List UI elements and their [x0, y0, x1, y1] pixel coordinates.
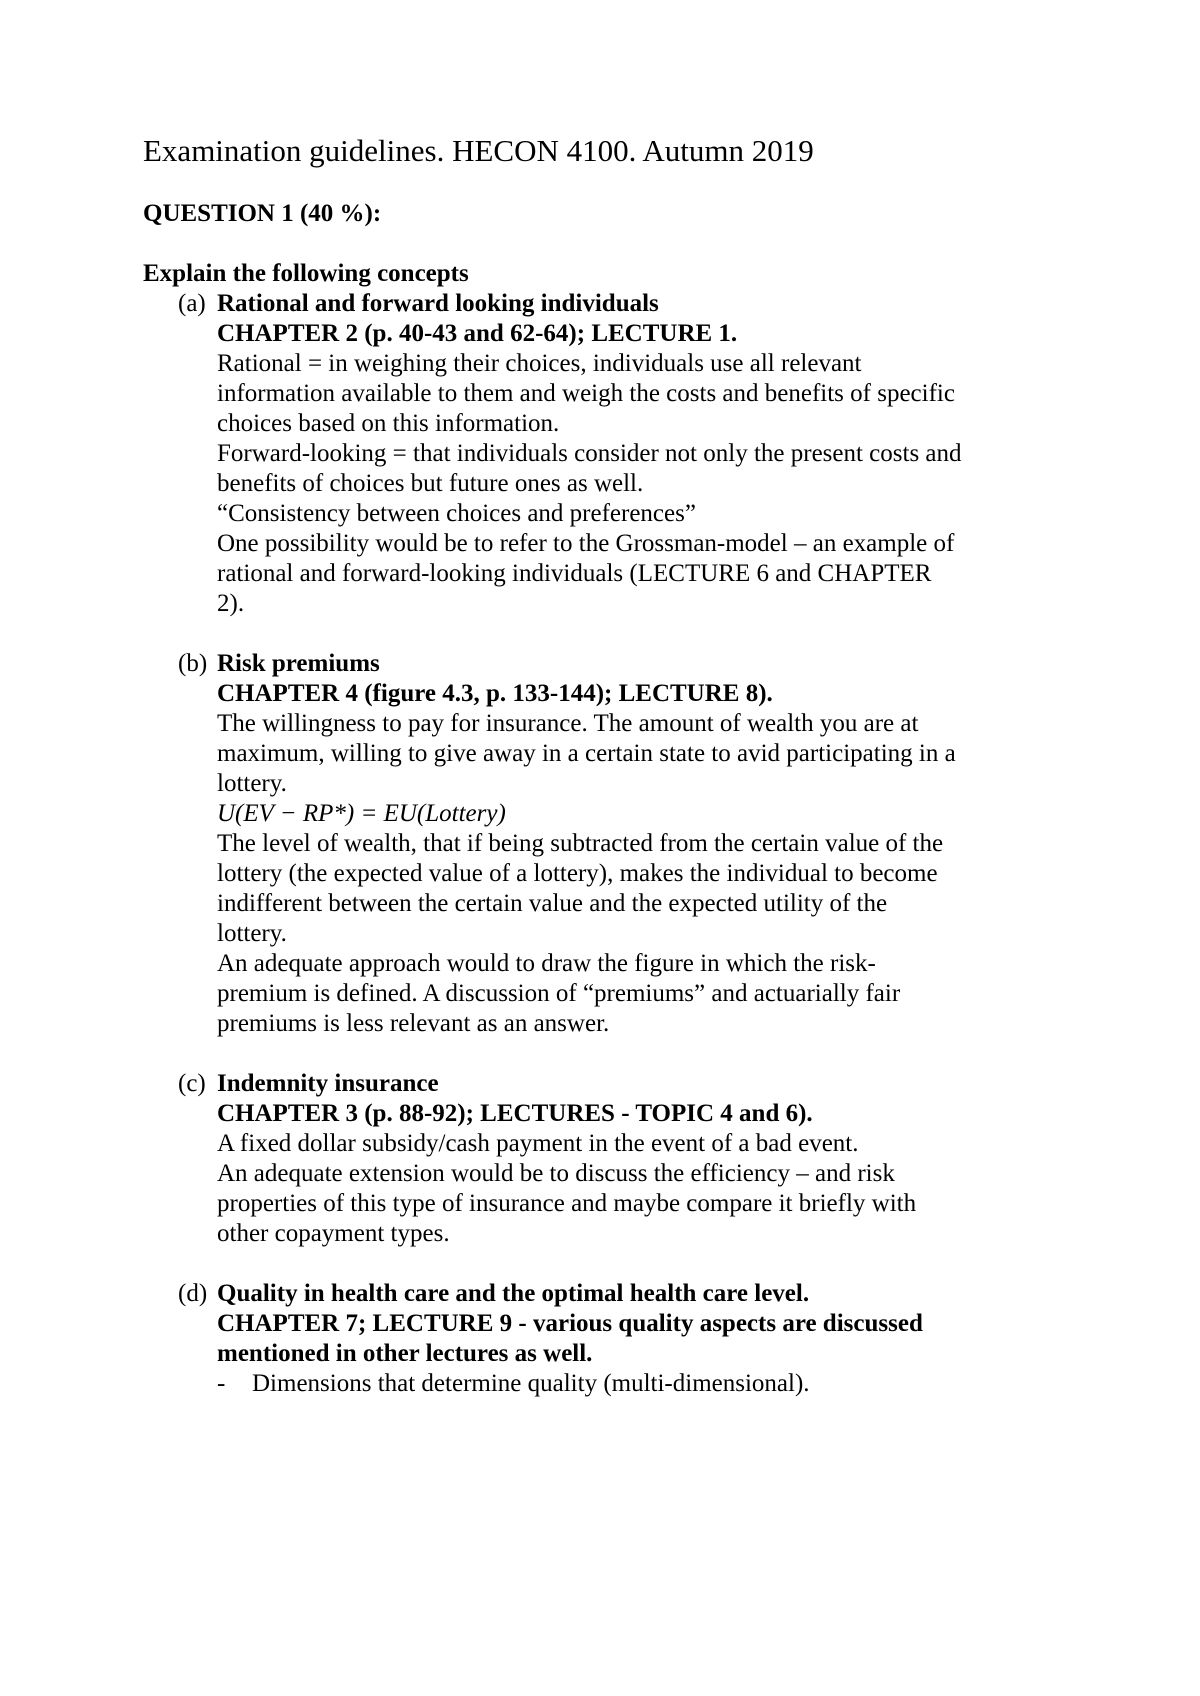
- section-reference: CHAPTER 3 (p. 88-92); LECTURES - TOPIC 4 and 6).: [217, 1100, 813, 1127]
- body-line: The level of wealth, that if being subtracted from the certain value of the: [217, 830, 944, 857]
- section-reference: CHAPTER 2 (p. 40-43 and 62-64); LECTURE 1.: [217, 320, 738, 347]
- section-marker: (a): [178, 290, 206, 317]
- body-line: premiums is less relevant as an answer.: [217, 1010, 610, 1037]
- body-line: maximum, willing to give away in a certain state to avid participating in a: [217, 740, 956, 767]
- body-line: Rational = in weighing their choices, individuals use all relevant: [217, 350, 862, 377]
- section-reference: CHAPTER 4 (figure 4.3, p. 133-144); LECTURE 8).: [217, 680, 773, 707]
- section-marker: (d): [178, 1280, 208, 1307]
- bullet-text: Dimensions that determine quality (multi-dimensional).: [252, 1370, 810, 1397]
- body-line: information available to them and weigh the costs and benefits of specific: [217, 380, 955, 407]
- section-marker: (c): [178, 1070, 206, 1097]
- body-line: “Consistency between choices and preferences”: [217, 500, 696, 527]
- section-heading: Indemnity insurance: [217, 1070, 439, 1097]
- body-line: One possibility would be to refer to the Grossman-model – an example of: [217, 530, 955, 557]
- body-line: An adequate extension would be to discuss the efficiency – and risk: [217, 1160, 895, 1187]
- document-title: Examination guidelines. HECON 4100. Autumn 2019: [143, 133, 814, 168]
- body-line: lottery.: [217, 770, 287, 797]
- body-line: An adequate approach would to draw the figure in which the risk-: [217, 950, 876, 977]
- body-line: The willingness to pay for insurance. The amount of wealth you are at: [217, 710, 919, 737]
- body-line: choices based on this information.: [217, 410, 560, 437]
- body-line: A fixed dollar subsidy/cash payment in the event of a bad event.: [217, 1130, 859, 1157]
- section-reference: mentioned in other lectures as well.: [217, 1340, 593, 1367]
- body-line: lottery (the expected value of a lottery), makes the individual to become: [217, 860, 938, 887]
- question-intro: Explain the following concepts: [143, 260, 469, 287]
- body-line: lottery.: [217, 920, 287, 947]
- body-line: benefits of choices but future ones as well.: [217, 470, 644, 497]
- section-heading: Risk premiums: [217, 650, 380, 677]
- body-line: properties of this type of insurance and maybe compare it briefly with: [217, 1190, 917, 1217]
- section-heading: Quality in health care and the optimal health care level.: [217, 1280, 810, 1307]
- body-line: indifferent between the certain value and the expected utility of the: [217, 890, 888, 917]
- body-line: Forward-looking = that individuals consider not only the present costs and: [217, 440, 962, 467]
- body-line: other copayment types.: [217, 1220, 450, 1247]
- section-heading: Rational and forward looking individuals: [217, 290, 659, 317]
- section-marker: (b): [178, 650, 208, 677]
- risk-premium-formula: U(EV − RP*) = EU(Lottery): [217, 800, 506, 827]
- bullet-dash: -: [217, 1370, 226, 1397]
- section-reference: CHAPTER 7; LECTURE 9 - various quality aspects are discussed: [217, 1310, 923, 1337]
- question-heading: QUESTION 1 (40 %):: [143, 200, 382, 227]
- body-line: rational and forward-looking individuals (LECTURE 6 and CHAPTER: [217, 560, 932, 587]
- body-line: premium is defined. A discussion of “premiums” and actuarially fair: [217, 980, 901, 1007]
- body-line: 2).: [217, 590, 245, 617]
